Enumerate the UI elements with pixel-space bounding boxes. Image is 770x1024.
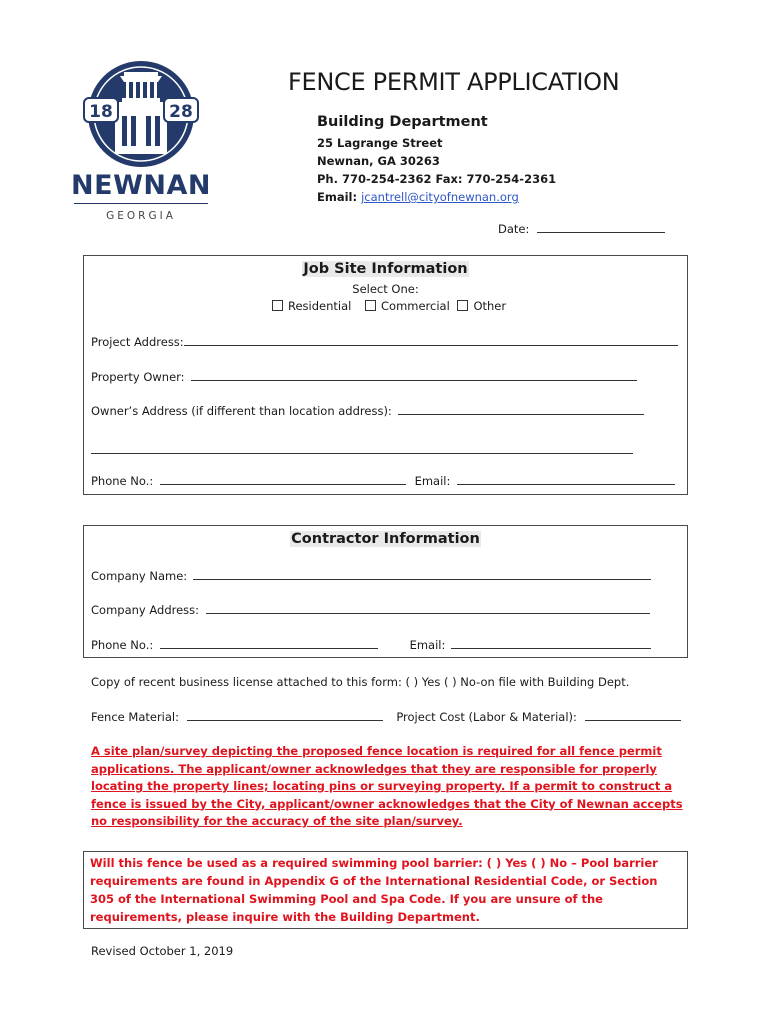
job-site-section bbox=[83, 255, 688, 495]
project-address-row bbox=[91, 335, 678, 349]
property-owner-label: Property Owner: bbox=[91, 370, 185, 384]
city-seal-icon bbox=[70, 58, 212, 170]
date-row bbox=[498, 222, 665, 236]
logo-year-left: 18 bbox=[89, 102, 113, 122]
page-title: FENCE PERMIT APPLICATION bbox=[288, 68, 620, 96]
contractor-email-field[interactable] bbox=[451, 638, 651, 649]
contractor-section bbox=[83, 525, 688, 658]
logo-wordmark: NEWNAN bbox=[71, 170, 211, 201]
contractor-phone-email-row bbox=[91, 638, 651, 652]
owner-phone-email-row bbox=[91, 474, 675, 488]
owner-phone-field[interactable] bbox=[160, 474, 406, 485]
project-address-field[interactable] bbox=[184, 335, 678, 346]
department-name: Building Department bbox=[317, 114, 488, 130]
option-residential[interactable]: Residential bbox=[272, 299, 351, 313]
date-label: Date: bbox=[498, 222, 530, 236]
company-address-label: Company Address: bbox=[91, 603, 200, 617]
revision-date: Revised October 1, 2019 bbox=[91, 944, 234, 958]
city-logo bbox=[70, 58, 212, 228]
property-owner-row bbox=[91, 370, 637, 384]
email-label: Email: bbox=[317, 190, 358, 204]
owner-address-label: Owner’s Address (if different than location address): bbox=[91, 404, 392, 418]
checkbox-icon[interactable] bbox=[457, 300, 468, 311]
pool-barrier-section bbox=[83, 851, 688, 929]
option-other[interactable]: Other bbox=[457, 299, 506, 313]
pool-barrier-notice[interactable]: Will this fence be used as a required swimming pool barrier: ( ) Yes ( ) No – Pool barrier requirements are found in Appendix G of the International Residential Code, or Section 305 of the International Swimming Pool and Spa Code. If you are unsure of the requirements, please inquire with the Building Department. bbox=[90, 856, 658, 924]
street-address: 25 Lagrange Street bbox=[317, 136, 443, 150]
owner-email-field[interactable] bbox=[457, 474, 675, 485]
email-link[interactable]: jcantrell@cityofnewnan.org bbox=[361, 190, 519, 204]
select-one-label: Select One: bbox=[352, 282, 419, 296]
job-site-title: Job Site Information bbox=[303, 261, 468, 277]
owner-email-label: Email: bbox=[414, 474, 451, 488]
option-commercial[interactable]: Commercial bbox=[365, 299, 450, 313]
logo-subtitle: GEORGIA bbox=[106, 210, 176, 222]
project-cost-field[interactable] bbox=[585, 710, 681, 721]
company-name-row bbox=[91, 569, 651, 583]
checkbox-icon[interactable] bbox=[365, 300, 376, 311]
company-address-field[interactable] bbox=[206, 603, 650, 614]
owner-address-field[interactable] bbox=[398, 404, 644, 415]
company-name-field[interactable] bbox=[193, 569, 651, 580]
project-cost-label: Project Cost (Labor & Material): bbox=[396, 710, 577, 724]
property-owner-field[interactable] bbox=[191, 370, 637, 381]
checkbox-icon[interactable] bbox=[272, 300, 283, 311]
fence-material-field[interactable] bbox=[187, 710, 383, 721]
contact-email-row bbox=[317, 190, 519, 204]
contractor-email-label: Email: bbox=[409, 638, 446, 652]
business-license-question[interactable]: Copy of recent business license attached to this form: ( ) Yes ( ) No-on file with Building Dept. bbox=[91, 675, 630, 689]
owner-address-row bbox=[91, 404, 644, 418]
logo-year-right: 28 bbox=[169, 102, 193, 122]
owner-address-line-2[interactable] bbox=[91, 439, 633, 458]
property-type-options bbox=[272, 299, 506, 313]
company-name-label: Company Name: bbox=[91, 569, 188, 583]
contractor-phone-label: Phone No.: bbox=[91, 638, 154, 652]
site-plan-notice: A site plan/survey depicting the proposed fence location is required for all fence permit applications. The applicant/owner acknowledges that they are responsible for properly locating the property lines; locating pins or surveying property. If a permit to construct a fence is issued by the City, applicant/owner acknowledges that the City of Newnan accepts no responsibility for the accuracy of the site plan/survey. bbox=[91, 744, 683, 828]
owner-phone-label: Phone No.: bbox=[91, 474, 154, 488]
logo-divider bbox=[74, 203, 208, 204]
fence-material-row bbox=[91, 710, 681, 724]
project-address-label: Project Address: bbox=[91, 335, 184, 349]
company-address-row bbox=[91, 603, 650, 617]
phone-fax: Ph. 770-254-2362 Fax: 770-254-2361 bbox=[317, 172, 557, 186]
city-address: Newnan, GA 30263 bbox=[317, 154, 440, 168]
contractor-title: Contractor Information bbox=[291, 531, 480, 547]
contractor-phone-field[interactable] bbox=[160, 638, 378, 649]
fence-material-label: Fence Material: bbox=[91, 710, 179, 724]
date-field[interactable] bbox=[537, 222, 665, 233]
